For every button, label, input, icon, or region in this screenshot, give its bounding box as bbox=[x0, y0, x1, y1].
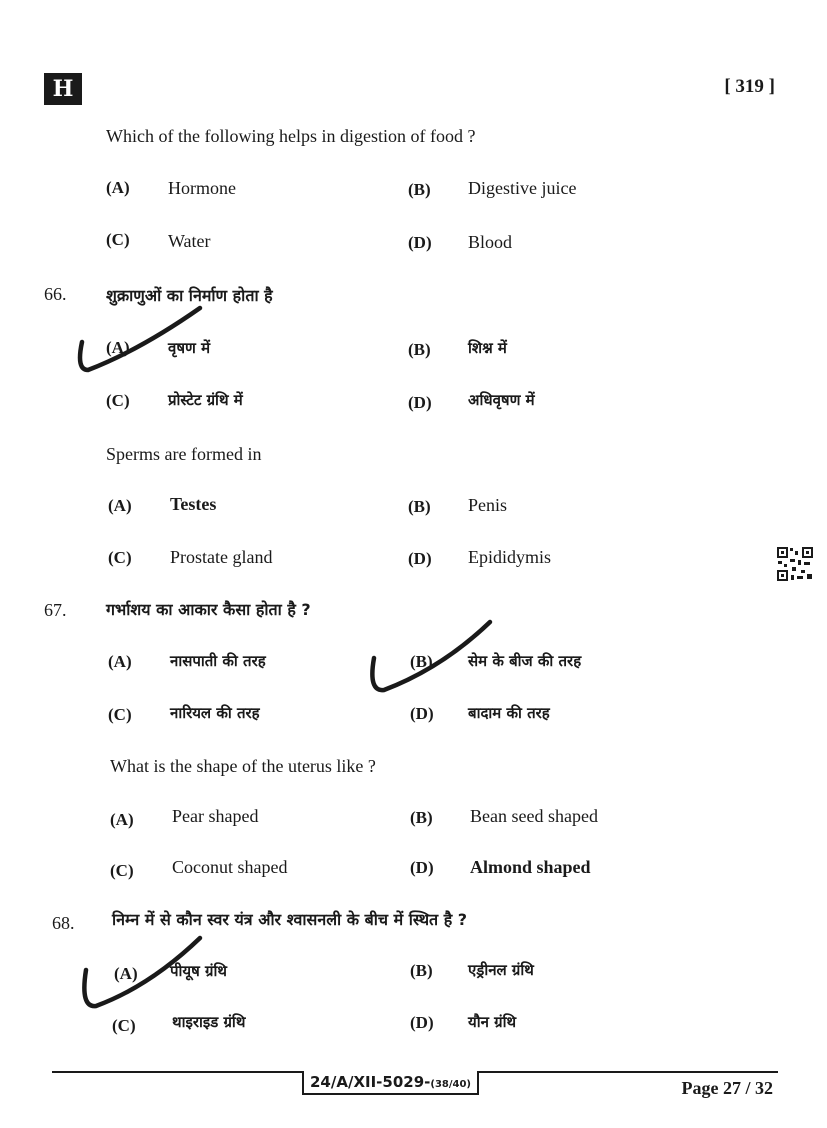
q68-option-a-hi-letter: (A) bbox=[114, 964, 138, 983]
q68-option-c-hi-letter: (C) bbox=[112, 1016, 136, 1035]
q67-option-c-en-letter: (C) bbox=[110, 861, 134, 880]
q66-option-c-en-letter: (C) bbox=[108, 548, 132, 567]
q68-option-b-hi-letter: (B) bbox=[410, 961, 433, 980]
footer-paper-code bbox=[302, 1071, 479, 1095]
q67-option-d-hi[interactable]: बादाम की तरह bbox=[468, 704, 550, 722]
q67-option-d-en[interactable]: Almond shaped bbox=[470, 857, 591, 877]
q68-option-b-hi[interactable]: एड्रीनल ग्रंथि bbox=[468, 961, 534, 979]
q68-option-c-hi[interactable]: थाइराइड ग्रंथि bbox=[172, 1013, 246, 1031]
q67-option-b-en[interactable]: Bean seed shaped bbox=[470, 806, 598, 826]
q67-option-c-en[interactable]: Coconut shaped bbox=[172, 857, 288, 877]
q67-option-b-en-letter: (B) bbox=[410, 808, 433, 827]
q66-option-b-en-letter: (B) bbox=[408, 497, 431, 516]
q67-option-b-hi-letter: (B) bbox=[410, 652, 433, 671]
q66-option-d-hi[interactable]: अधिवृषण में bbox=[468, 391, 535, 409]
q65-option-c[interactable]: Water bbox=[168, 231, 211, 251]
q65-option-c-letter: (C) bbox=[106, 230, 130, 249]
q67-option-d-en-letter: (D) bbox=[410, 858, 434, 877]
q66-option-c-hi[interactable]: प्रोस्टेट ग्रंथि में bbox=[168, 391, 243, 409]
paper-code: 24/A/XII-5029- bbox=[310, 1073, 431, 1091]
page-number: Page 27 / 32 bbox=[681, 1078, 773, 1098]
paper-code-sub: (38/40) bbox=[430, 1079, 471, 1090]
q66-option-a-en[interactable]: Testes bbox=[170, 494, 217, 514]
q67-option-a-hi[interactable]: नासपाती की तरह bbox=[170, 652, 266, 670]
q67-question-en: What is the shape of the uterus like ? bbox=[110, 756, 376, 776]
q67-option-a-hi-letter: (A) bbox=[108, 652, 132, 671]
q66-option-a-hi-letter: (A) bbox=[106, 338, 130, 357]
qr-code-icon bbox=[776, 546, 814, 582]
q66-option-c-en[interactable]: Prostate gland bbox=[170, 547, 273, 567]
q65-option-d[interactable]: Blood bbox=[468, 232, 513, 252]
q66-option-a-en-letter: (A) bbox=[108, 496, 132, 515]
q65-option-d-letter: (D) bbox=[408, 233, 432, 252]
q68-option-d-hi-letter: (D) bbox=[410, 1013, 434, 1032]
q66-option-a-hi[interactable]: वृषण में bbox=[168, 339, 211, 357]
q66-option-b-en[interactable]: Penis bbox=[468, 495, 508, 515]
q67-option-d-hi-letter: (D) bbox=[410, 704, 434, 723]
q67-question-hi: गर्भाशय का आकार कैसा होता है ? bbox=[106, 600, 311, 619]
q66-option-d-hi-letter: (D) bbox=[408, 393, 432, 412]
q67-number: 67. bbox=[44, 600, 67, 620]
q65-option-a-letter: (A) bbox=[106, 178, 130, 197]
q66-option-c-hi-letter: (C) bbox=[106, 391, 130, 410]
q65-option-a[interactable]: Hormone bbox=[168, 178, 236, 198]
q66-option-b-hi-letter: (B) bbox=[408, 340, 431, 359]
q66-question-hi: शुक्राणुओं का निर्माण होता है bbox=[106, 286, 273, 305]
q67-option-c-hi-letter: (C) bbox=[108, 705, 132, 724]
q68-question-hi: निम्न में से कौन स्वर यंत्र और श्वासनली के बीच में स्थित है ? bbox=[112, 910, 468, 929]
q67-option-a-en-letter: (A) bbox=[110, 810, 134, 829]
q66-question-en: Sperms are formed in bbox=[106, 444, 262, 464]
q66-option-d-en[interactable]: Epididymis bbox=[468, 547, 552, 567]
q65-question-en: Which of the following helps in digestion of food ? bbox=[106, 126, 476, 146]
q65-option-b-letter: (B) bbox=[408, 180, 431, 199]
page-code: [ 319 ] bbox=[724, 76, 775, 97]
q66-number: 66. bbox=[44, 284, 67, 304]
q68-option-a-hi[interactable]: पीयूष ग्रंथि bbox=[170, 962, 227, 980]
set-badge: H bbox=[44, 73, 82, 105]
q67-option-a-en[interactable]: Pear shaped bbox=[172, 806, 259, 826]
q68-option-d-hi[interactable]: यौन ग्रंथि bbox=[468, 1013, 517, 1031]
q67-option-b-hi[interactable]: सेम के बीज की तरह bbox=[468, 652, 582, 670]
q67-option-c-hi[interactable]: नारियल की तरह bbox=[170, 704, 260, 722]
q68-number: 68. bbox=[52, 913, 75, 933]
q65-option-b[interactable]: Digestive juice bbox=[468, 178, 577, 198]
q66-option-b-hi[interactable]: शिश्न में bbox=[468, 339, 507, 357]
q66-option-d-en-letter: (D) bbox=[408, 549, 432, 568]
